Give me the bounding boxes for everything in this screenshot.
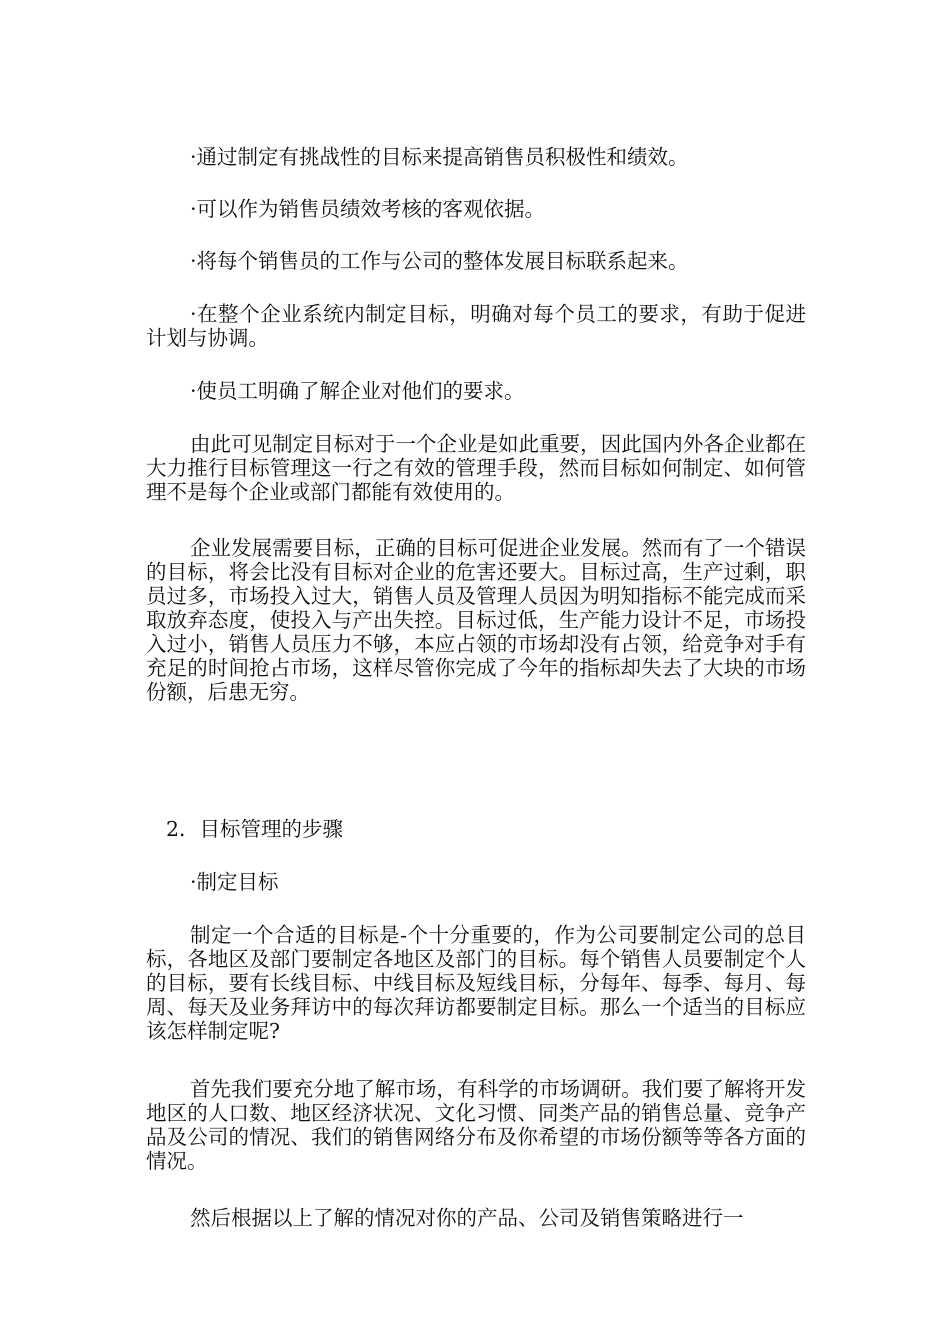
- bullet-item-4: ·在整个企业系统内制定目标，明确对每个员工的要求，有助于促进计划与协调。: [146, 302, 806, 350]
- paragraph-market: 首先我们要充分地了解市场，有科学的市场调研。我们要了解将开发地区的人口数、地区经济状况、文化习惯、同类产品的销售总量、竞争产品及公司的情况、我们的销售网络分布及你希望的市场份额等等各方面的情况。: [146, 1077, 806, 1173]
- section-heading: 2．目标管理的步骤: [166, 817, 344, 841]
- paragraph-importance: 由此可见制定目标对于一个企业是如此重要，因此国内外各企业都在大力推行目标管理这一行之有效的管理手段，然而目标如何制定、如何管理不是每个企业或部门都能有效使用的。: [146, 432, 806, 504]
- paragraph-risk: 企业发展需要目标，正确的目标可促进企业发展。然而有了一个错误的目标，将会比没有目标对企业的危害还要大。目标过高，生产过剩，职员过多，市场投入过大，销售人员及管理人员因为明知指标不能完成而采取放弃态度，使投入与产出失控。目标过低，生产能力设计不足，市场投入过小，销售人员压力不够，本应占领的市场却没有占领，给竞争对手有充足的时间抢占市场，这样尽管你完成了今年的指标却失去了大块的市场份额，后患无穷。: [146, 536, 806, 704]
- sub-bullet-set-goal: ·制定目标: [190, 870, 279, 894]
- paragraph-then: 然后根据以上了解的情况对你的产品、公司及销售策略进行一: [190, 1206, 744, 1230]
- bullet-item-1: ·通过制定有挑战性的目标来提高销售员积极性和绩效。: [190, 145, 689, 169]
- bullet-item-2: ·可以作为销售员绩效考核的客观依据。: [190, 197, 546, 221]
- bullet-item-3: ·将每个销售员的工作与公司的整体发展目标联系起来。: [190, 249, 689, 273]
- paragraph-set-goal: 制定一个合适的目标是-个十分重要的，作为公司要制定公司的总目标，各地区及部门要制定各地区及部门的目标。每个销售人员要制定个人的目标，要有长线目标、中线目标及短线目标，分每年、每季、每月、每周、每天及业务拜访中的每次拜访都要制定目标。那么一个适当的目标应该怎样制定呢?: [146, 923, 806, 1043]
- bullet-item-5: ·使员工明确了解企业对他们的要求。: [190, 379, 525, 403]
